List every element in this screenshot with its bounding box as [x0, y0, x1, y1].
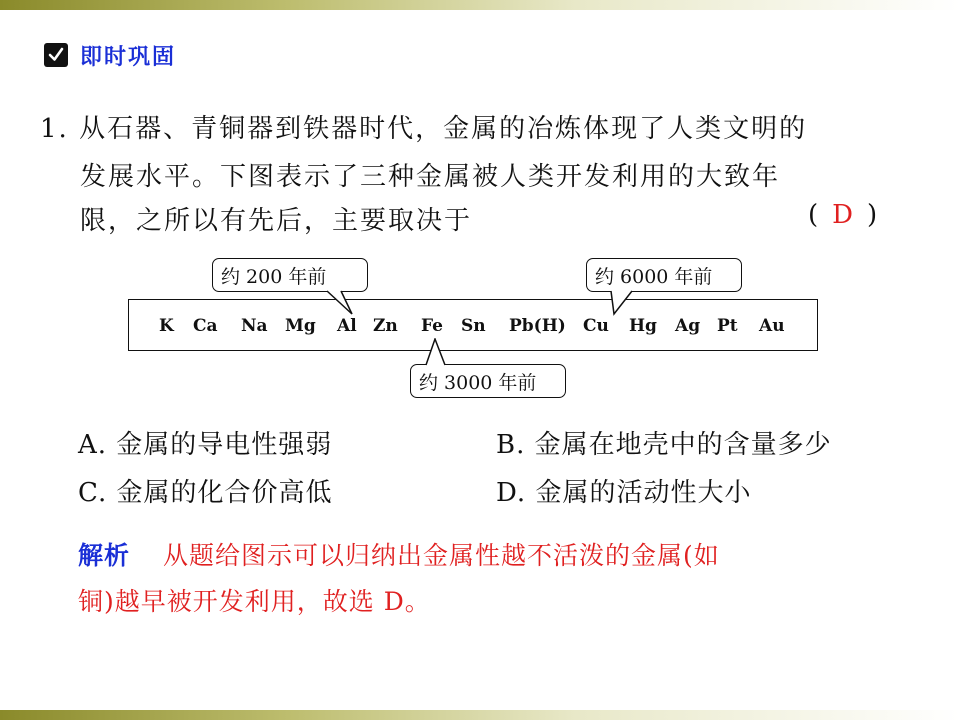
- section-title: 即时巩固: [80, 44, 177, 70]
- callout-al-pointer: [326, 290, 356, 316]
- activity-series-box: [128, 299, 818, 351]
- choice-a: A. 金属的导电性强弱: [78, 430, 333, 460]
- bottom-decor-bar: [0, 710, 960, 720]
- question-line-3: 限，之所以有先后，主要取决于: [80, 206, 473, 236]
- element-ag: Ag: [675, 316, 701, 336]
- callout-fe: 约 3000 年前: [410, 364, 566, 398]
- explanation-line-2: [78, 582, 431, 618]
- element-mg: Mg: [285, 316, 316, 336]
- explanation-text-1: 从题给图示可以归纳出金属性越不活泼的金属(如: [162, 541, 720, 570]
- element-k: K: [159, 316, 174, 336]
- question-line-1: 1. 从石器、青铜器到铁器时代，金属的冶炼体现了人类文明的: [40, 114, 808, 144]
- choice-d: D. 金属的活动性大小: [496, 478, 752, 508]
- question-line-2: 发展水平。下图表示了三种金属被人类开发利用的大致年: [80, 162, 781, 192]
- element-ca: Ca: [193, 316, 218, 336]
- choice-c: C. 金属的化合价高低: [78, 478, 333, 508]
- element-pb-h: Pb(H): [509, 316, 566, 336]
- answer-letter: D: [832, 200, 854, 230]
- explanation-label: 解析: [78, 541, 131, 570]
- element-pt: Pt: [717, 316, 738, 336]
- element-na: Na: [241, 316, 268, 336]
- top-decor-bar: [0, 0, 960, 10]
- bracket-close: ): [867, 200, 878, 230]
- element-al: Al: [337, 316, 357, 336]
- explanation-line-1: [78, 536, 720, 572]
- callout-al: 约 200 年前: [212, 258, 368, 292]
- callout-cu: 约 6000 年前: [586, 258, 742, 292]
- checkbox-check-icon: [44, 43, 68, 67]
- callout-cu-pointer: [610, 290, 640, 316]
- element-sn: Sn: [461, 316, 486, 336]
- element-zn: Zn: [373, 316, 398, 336]
- choice-b: B. 金属在地壳中的含量多少: [496, 430, 832, 460]
- element-au: Au: [759, 316, 785, 336]
- bracket-open: (: [808, 200, 819, 230]
- element-cu: Cu: [583, 316, 609, 336]
- element-hg: Hg: [629, 316, 657, 336]
- callout-fe-pointer: [425, 338, 455, 366]
- section-header: [44, 40, 176, 70]
- element-fe: Fe: [421, 316, 443, 336]
- answer-bracket: [808, 200, 877, 230]
- explanation-text-2: 铜)越早被开发利用，故选 D。: [78, 587, 431, 616]
